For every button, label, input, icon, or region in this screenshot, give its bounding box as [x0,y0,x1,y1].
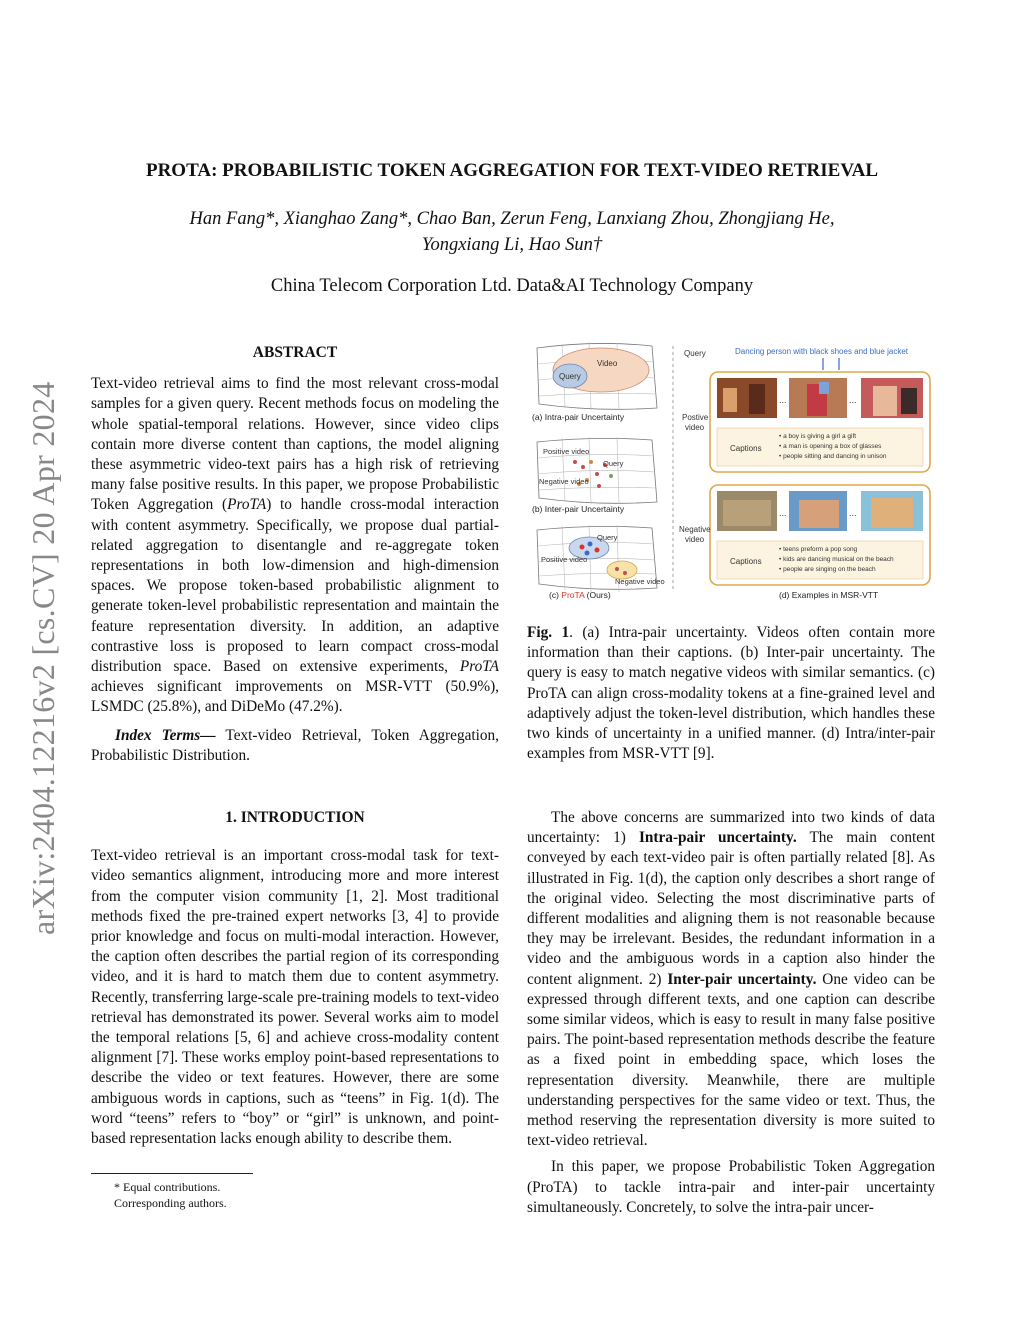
authors-line-2: Yongxiang Li, Hao Sun† [421,235,603,255]
negative-row-label-2: video [685,535,705,544]
positive-caption-2: • a man is opening a box of glasses [779,443,882,450]
figure-1-graphic [527,340,937,610]
ellipsis-1: ... [779,395,787,405]
negative-video-label-b: Negative video [539,477,589,486]
ellipsis-4: ... [849,508,857,518]
footnote-corresponding: Corresponding authors. [114,1196,227,1210]
query-label-c: Query [597,533,618,542]
query-text: Dancing person with black shoes and blue jacket [735,347,908,356]
query-label-a: Query [559,372,581,381]
positive-captions-label: Captions [730,444,762,453]
caption-d: (d) Examples in MSR-VTT [779,590,879,600]
figure-1-caption: Fig. 1. (a) Intra-pair uncertainty. Videos often contain more information than their captions. (b) Inter-pair uncertainty. The query is easy to match negative videos with similar semantics. (c) ProTA can align cross-modality tokens at a fine-grained level and adaptively adjust the token-level distribution, which handles these two kinds of uncertainty in a unified manner. (d) Intra/inter-pair examples from MSR-VTT [9]. [527,624,935,763]
abstract-text: Text-video retrieval aims to find the most relevant cross-modal samples for a given query. Recent methods focus on modeling the whole spatial-temporal relations. However, since video clips contain more diverse content than captions, the model aligning these asymmetric video-text pairs has a high risk of retrieving many false positive results. In this paper, we propose Probabilistic Token Aggregation (ProTA) to handle cross-modal interaction with content asymmetry. Specifically, we propose dual partial-related aggregation to disentangle and re-aggregate token representations in both low-dimension and high-dimension spaces. We propose token-based probabilistic alignment to generate token-level probabilistic representation and maintain the feature representation diversity. In addition, an adaptive contrastive loss is proposed to learn compact cross-modal distribution space. Based on extensive experiments, ProTA achieves significant improvements on MSR-VTT (50.9%), LSMDC (25.8%), and DiDeMo (47.2%). [91,375,499,716]
positive-row-label-2: video [685,423,705,432]
positive-caption-1: • a boy is giving a girl a gift [779,433,857,440]
negative-caption-3: • people are singing on the beach [779,566,876,573]
caption-a: (a) Intra-pair Uncertainty [532,412,625,422]
paper-title: PROTA: PROBABILISTIC TOKEN AGGREGATION FOR TEXT-VIDEO RETRIEVAL [145,160,879,181]
query-label-b: Query [603,459,624,468]
panel-d [679,347,930,600]
video-label: Video [597,359,618,368]
author-list [120,206,904,258]
negative-video-label-c: Negative video [615,577,665,586]
proposal-paragraph: In this paper, we propose Probabilistic Token Aggregation (ProTA) to tackle intra-pair and inter-pair uncertainty simultaneously. Concretely, to solve the intra-pair uncer- [527,1158,935,1216]
positive-video-label-c: Positive video [541,555,588,564]
negative-caption-2: • kids are dancing musical on the beach [779,556,894,563]
introduction-section [91,808,499,1149]
authors-line-1: Han Fang*, Xianghao Zang*, Chao Ban, Zerun Feng, Lanxiang Zhou, Zhongjiang He, [189,209,835,229]
uncertainty-paragraph: The above concerns are summarized into two kinds of data uncertainty: 1) Intra-pair uncertainty. The main content conveyed by each text-video pair is often partially related [8]. As illustrated in Fig. 1(d), the caption only describes a short range of the original video. Selecting the most discriminative parts of different modalities and aligning them is not reasonable because they may be irrelevant. Besides, the redundant information in a video and the ambiguous words in a caption also hinder the content alignment. 2) Inter-pair uncertainty. One video can be expressed through different texts, and one caption can describe some similar videos, which is easy to result in many false positive pairs. The point-based representation methods describe the feature as a fixed point in embedding space, which loses the representation diversity. Meanwhile, there are multiple understanding perspectives for the same video or text. Thus, the method reserving the representation diversity is more suited to text-video retrieval. [527,809,935,1150]
caption-b: (b) Inter-pair Uncertainty [532,504,625,514]
right-column-text [527,808,935,1218]
footnote-divider [91,1173,253,1174]
panel-c [537,525,665,600]
positive-row-label-1: Postive [682,413,709,422]
positive-video-label-b: Positive video [543,447,590,456]
query-arrows [823,358,839,370]
negative-captions-label: Captions [730,557,762,566]
panel-b [532,437,657,514]
ellipsis-3: ... [779,508,787,518]
figure-1 [527,340,937,610]
positive-caption-3: • people sitting and dancing in unison [779,453,887,460]
introduction-heading: 1. INTRODUCTION [225,809,365,826]
affiliation: China Telecom Corporation Ltd. Data&AI Technology Company [270,276,754,296]
query-row-label: Query [684,349,706,358]
index-terms: Index Terms— Text-video Retrieval, Token Aggregation, Probabilistic Distribution. [91,726,499,764]
caption-c: (c) ProTA (Ours) [549,590,611,600]
panel-a [532,342,657,422]
arxiv-identifier: arXiv:2404.12216v2 [cs.CV] 20 Apr 2024 [25,381,61,935]
introduction-paragraph: Text-video retrieval is an important cross-modal task for text-video semantics alignment, introducing more and more interest from the computer vision community [1, 2]. Most traditional methods fixed the pre-trained expert networks [3, 4] to provide prior knowledge and focus on multi-modal interaction. However, the caption often describes the partial region of its corresponding video, and it is hard to match them due to content asymmetry. Recently, transferring large-scale pre-training models to text-video retrieval has demonstrated its power. Several works aim to model the temporal relations [5, 6] and achieve cross-modality content alignment [7]. These works employ point-based representations to describe the video or text features. However, there are some ambiguous words in captions, such as “teens” in Fig. 1(d). The word “teens” refers to “boy” or “girl” is unknown, and point-based representation lacks enough ability to describe them. [91,847,499,1148]
abstract-section [91,343,499,766]
negative-caption-1: • teens preform a pop song [779,546,858,553]
footnote-equal: * Equal contributions. [114,1180,221,1194]
ellipsis-2: ... [849,395,857,405]
abstract-heading: ABSTRACT [252,344,338,361]
negative-row-label-1: Negative [679,525,711,534]
